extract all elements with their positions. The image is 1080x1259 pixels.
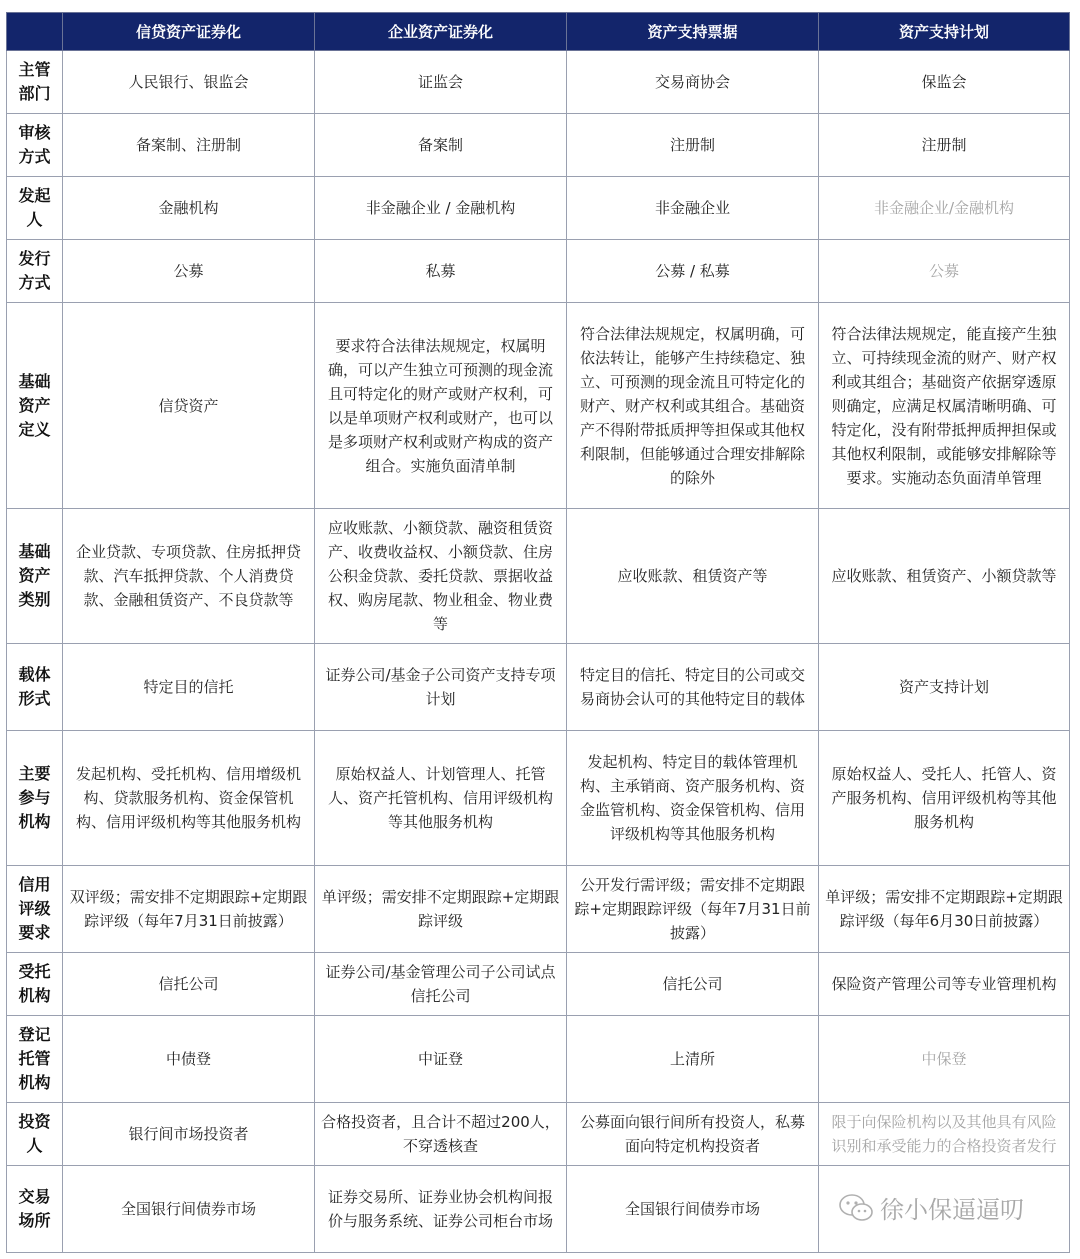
table-row	[7, 644, 1070, 731]
row-label: 主管 部门	[7, 51, 63, 114]
table-row	[7, 731, 1070, 866]
table-cell: 符合法律法规规定，能直接产生独立、可持续现金流的财产、财产权利或其组合；基础资产依据穿透原则确定，应满足权属清晰明确、可特定化，没有附带抵押质押担保或其他权利限制，或能够安排解除等要求。实施动态负面清单管理	[819, 303, 1070, 509]
table-row	[7, 177, 1070, 240]
row-label: 基础 资产 类别	[7, 509, 63, 644]
header-enterprise-abs: 企业资产证券化	[315, 13, 567, 51]
table-cell: 金融机构	[63, 177, 315, 240]
table-cell: 注册制	[819, 114, 1070, 177]
table-row	[7, 240, 1070, 303]
table-cell: 应收账款、租赁资产、小额贷款等	[819, 509, 1070, 644]
row-label: 受托 机构	[7, 953, 63, 1016]
table-cell: 非金融企业 / 金融机构	[315, 177, 567, 240]
table-row	[7, 509, 1070, 644]
row-label: 投资 人	[7, 1103, 63, 1166]
table-cell: 备案制	[315, 114, 567, 177]
table-cell: 银行间市场投资者	[63, 1103, 315, 1166]
table-cell: 中保登	[819, 1016, 1070, 1103]
table-cell: 公募 / 私募	[567, 240, 819, 303]
row-label: 审核 方式	[7, 114, 63, 177]
table-row	[7, 114, 1070, 177]
row-label: 载体 形式	[7, 644, 63, 731]
table-cell: 单评级；需安排不定期跟踪+定期跟踪评级（每年6月30日前披露）	[819, 866, 1070, 953]
table-cell: 符合法律法规规定，权属明确，可依法转让，能够产生持续稳定、独立、可预测的现金流且可特定化的财产、财产权利或其组合。基础资产不得附带抵质押等担保或其他权利限制，但能够通过合理安排解除的除外	[567, 303, 819, 509]
header-corner	[7, 13, 63, 51]
row-label: 信用 评级 要求	[7, 866, 63, 953]
table-cell: 公募	[63, 240, 315, 303]
table-cell: 信托公司	[567, 953, 819, 1016]
table-cell: 应收账款、租赁资产等	[567, 509, 819, 644]
row-label: 发行 方式	[7, 240, 63, 303]
table-cell: 备案制、注册制	[63, 114, 315, 177]
row-label: 发起 人	[7, 177, 63, 240]
table-cell: 公募面向银行间所有投资人，私募面向特定机构投资者	[567, 1103, 819, 1166]
table-cell: 人民银行、银监会	[63, 51, 315, 114]
row-label: 主要 参与 机构	[7, 731, 63, 866]
table-cell: 企业贷款、专项贷款、住房抵押贷款、汽车抵押贷款、个人消费贷款、金融租赁资产、不良贷款等	[63, 509, 315, 644]
table-cell: 保险资产管理公司等专业管理机构	[819, 953, 1070, 1016]
table-cell: 注册制	[567, 114, 819, 177]
table-cell: 公募	[819, 240, 1070, 303]
table-cell: 证监会	[315, 51, 567, 114]
table-cell: 发起机构、受托机构、信用增级机构、贷款服务机构、资金保管机构、信用评级机构等其他服务机构	[63, 731, 315, 866]
table-row	[7, 1103, 1070, 1166]
table-row	[7, 51, 1070, 114]
abs-comparison-table	[6, 12, 1070, 1253]
table-row	[7, 1016, 1070, 1103]
table-cell: 全国银行间债券市场	[567, 1166, 819, 1253]
table-row	[7, 303, 1070, 509]
table-cell: 证券公司/基金管理公司子公司试点信托公司	[315, 953, 567, 1016]
row-label: 交易 场所	[7, 1166, 63, 1253]
table-cell: 原始权益人、计划管理人、托管人、资产托管机构、信用评级机构等其他服务机构	[315, 731, 567, 866]
table-cell: 私募	[315, 240, 567, 303]
table-cell: 中证登	[315, 1016, 567, 1103]
table-cell: 非金融企业	[567, 177, 819, 240]
table-cell: 合格投资者，且合计不超过200人，不穿透核查	[315, 1103, 567, 1166]
header-row	[7, 13, 1070, 51]
row-label: 基础 资产 定义	[7, 303, 63, 509]
table-cell: 原始权益人、受托人、托管人、资产服务机构、信用评级机构等其他服务机构	[819, 731, 1070, 866]
header-credit-abs: 信贷资产证券化	[63, 13, 315, 51]
watermark-text: 徐小保逼逼叨	[880, 1196, 1024, 1224]
table-cell: 资产支持计划	[819, 644, 1070, 731]
table-cell: 证券公司/基金子公司资产支持专项计划	[315, 644, 567, 731]
header-abn: 资产支持票据	[567, 13, 819, 51]
table-cell: 信贷资产	[63, 303, 315, 509]
watermark	[838, 1190, 1024, 1225]
table-cell: 信托公司	[63, 953, 315, 1016]
table-cell: 公开发行需评级；需安排不定期跟踪+定期跟踪评级（每年7月31日前披露）	[567, 866, 819, 953]
table-cell: 发起机构、特定目的载体管理机构、主承销商、资产服务机构、资金监管机构、资金保管机构、信用评级机构等其他服务机构	[567, 731, 819, 866]
table-cell: 应收账款、小额贷款、融资租赁资产、收费收益权、小额贷款、住房公积金贷款、委托贷款、票据收益权、购房尾款、物业租金、物业费等	[315, 509, 567, 644]
table-cell: 证券交易所、证券业协会机构间报价与服务系统、证券公司柜台市场	[315, 1166, 567, 1253]
comparison-table-wrapper	[6, 12, 1069, 1253]
table-cell: 中债登	[63, 1016, 315, 1103]
header-asset-support-plan: 资产支持计划	[819, 13, 1070, 51]
table-cell: 全国银行间债券市场	[63, 1166, 315, 1253]
table-row	[7, 953, 1070, 1016]
table-cell: 要求符合法律法规规定，权属明确，可以产生独立可预测的现金流且可特定化的财产或财产权利，可以是单项财产权利或财产，也可以是多项财产权利或财产构成的资产组合。实施负面清单制	[315, 303, 567, 509]
row-label: 登记 托管 机构	[7, 1016, 63, 1103]
table-cell: 非金融企业/金融机构	[819, 177, 1070, 240]
table-cell: 上清所	[567, 1016, 819, 1103]
table-cell: 单评级；需安排不定期跟踪+定期跟踪评级	[315, 866, 567, 953]
wechat-icon	[838, 1192, 874, 1224]
table-cell: 交易商协会	[567, 51, 819, 114]
table-cell: 限于向保险机构以及其他具有风险识别和承受能力的合格投资者发行	[819, 1103, 1070, 1166]
table-cell: 特定目的信托、特定目的公司或交易商协会认可的其他特定目的载体	[567, 644, 819, 731]
table-row	[7, 866, 1070, 953]
table-cell: 保监会	[819, 51, 1070, 114]
table-cell: 双评级；需安排不定期跟踪+定期跟踪评级（每年7月31日前披露）	[63, 866, 315, 953]
table-cell: 特定目的信托	[63, 644, 315, 731]
